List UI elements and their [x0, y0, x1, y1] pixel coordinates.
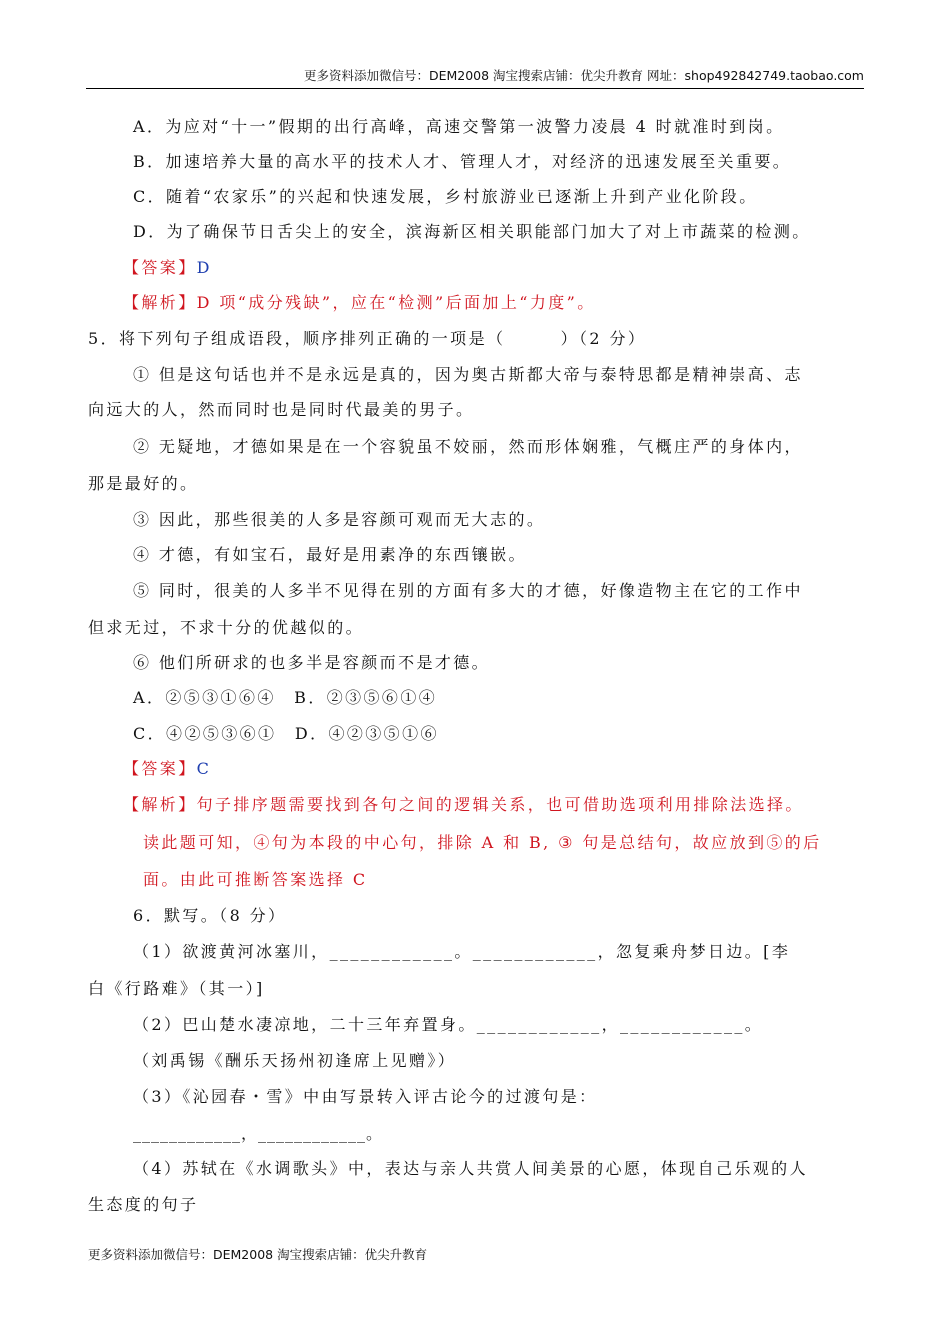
q5-sentence-3: ③ 因此，那些很美的人多是容颜可观而无大志的。 — [133, 510, 546, 529]
q6-item-4a: （4）苏轼在《水调歌头》中，表达与亲人共赏人间美景的心愿，体现自己乐观的人 — [133, 1159, 808, 1178]
q4-option-a: A．为应对“十一”假期的出行高峰，高速交警第一波警力凌晨 4 时就准时到岗。 — [133, 117, 785, 136]
q5-sentence-5a: ⑤ 同时，很美的人多半不见得在别的方面有多大的才德，好像造物主在它的工作中 — [133, 581, 803, 600]
q5-analysis-line-1: 【解析】句子排序题需要找到各句之间的逻辑关系，也可借助选项利用排除法选择。 — [123, 795, 804, 814]
q5-answer-label: 【答案】 — [123, 759, 197, 778]
q6-stem: 6．默写。（8 分） — [133, 906, 287, 925]
q5-options-ab: A．②⑤③①⑥④ B．②③⑤⑥①④ — [133, 688, 438, 707]
q5-options-cd: C．④②⑤③⑥① D．④②③⑤①⑥ — [133, 724, 439, 743]
q5-analysis-line-3: 面。由此可推断答案选择 C — [143, 870, 368, 889]
q6-item-1b: 白《行路难》（其一）] — [88, 979, 265, 998]
q5-sentence-4: ④ 才德，有如宝石，最好是用素净的东西镶嵌。 — [133, 545, 527, 564]
q5-sentence-6: ⑥ 他们所研求的也多半是容颜而不是才德。 — [133, 653, 491, 672]
q5-sentence-2a: ② 无疑地，才德如果是在一个容貌虽不姣丽，然而形体娴雅，气概庄严的身体内， — [133, 437, 803, 456]
q5-sentence-2b: 那是最好的。 — [88, 474, 199, 493]
q6-item-2b: （刘禹锡《酬乐天扬州初逢席上见赠》） — [133, 1051, 457, 1070]
q6-item-2a: （2）巴山楚水凄凉地，二十三年弃置身。____________，____________。 — [133, 1015, 764, 1034]
q4-answer-label: 【答案】 — [123, 258, 197, 277]
q4-answer-value: D — [196, 258, 212, 277]
q6-item-3a: （3）《沁园春・雪》中由写景转入评古论今的过渡句是： — [133, 1087, 598, 1106]
q6-item-1a: （1）欲渡黄河冰塞川，____________。____________，忽复乘舟梦日边。[李 — [133, 942, 791, 961]
q5-sentence-1b: 向远大的人，然而同时也是同时代最美的男子。 — [88, 400, 475, 419]
q4-answer — [123, 258, 212, 278]
q5-analysis-line-2: 读此题可知，④句为本段的中心句，排除 A 和 B, ③ 句是总结句，故应放到⑤的后 — [143, 833, 822, 852]
q6-item-3b: ____________，____________。 — [133, 1124, 384, 1143]
page-footer: 更多资料添加微信号：DEM2008 淘宝搜索店铺：优尖升教育 — [88, 1247, 428, 1262]
q5-stem: 5．将下列句子组成语段，顺序排列正确的一项是（ ）（2 分） — [88, 329, 647, 348]
q5-sentence-1a: ① 但是这句话也并不是永远是真的，因为奥古斯都大帝与泰特思都是精神崇高、志 — [133, 365, 803, 384]
q4-option-c: C．随着“农家乐”的兴起和快速发展，乡村旅游业已逐渐上升到产业化阶段。 — [133, 187, 758, 206]
q4-option-b: B．加速培养大量的高水平的技术人才、管理人才，对经济的迅速发展至关重要。 — [133, 152, 792, 171]
page-header: 更多资料添加微信号：DEM2008 淘宝搜索店铺：优尖升教育 网址：shop492842749.taobao.com — [86, 66, 864, 89]
q5-answer-value: C — [196, 759, 212, 778]
q5-answer — [123, 759, 211, 779]
q4-option-d: D．为了确保节日舌尖上的安全，滨海新区相关职能部门加大了对上市蔬菜的检测。 — [133, 222, 811, 241]
q4-analysis: 【解析】D 项“成分残缺”，应在“检测”后面加上“力度”。 — [123, 293, 596, 312]
q5-sentence-5b: 但求无过，不求十分的优越似的。 — [88, 618, 365, 637]
q6-item-4b: 生态度的句子 — [88, 1195, 199, 1214]
